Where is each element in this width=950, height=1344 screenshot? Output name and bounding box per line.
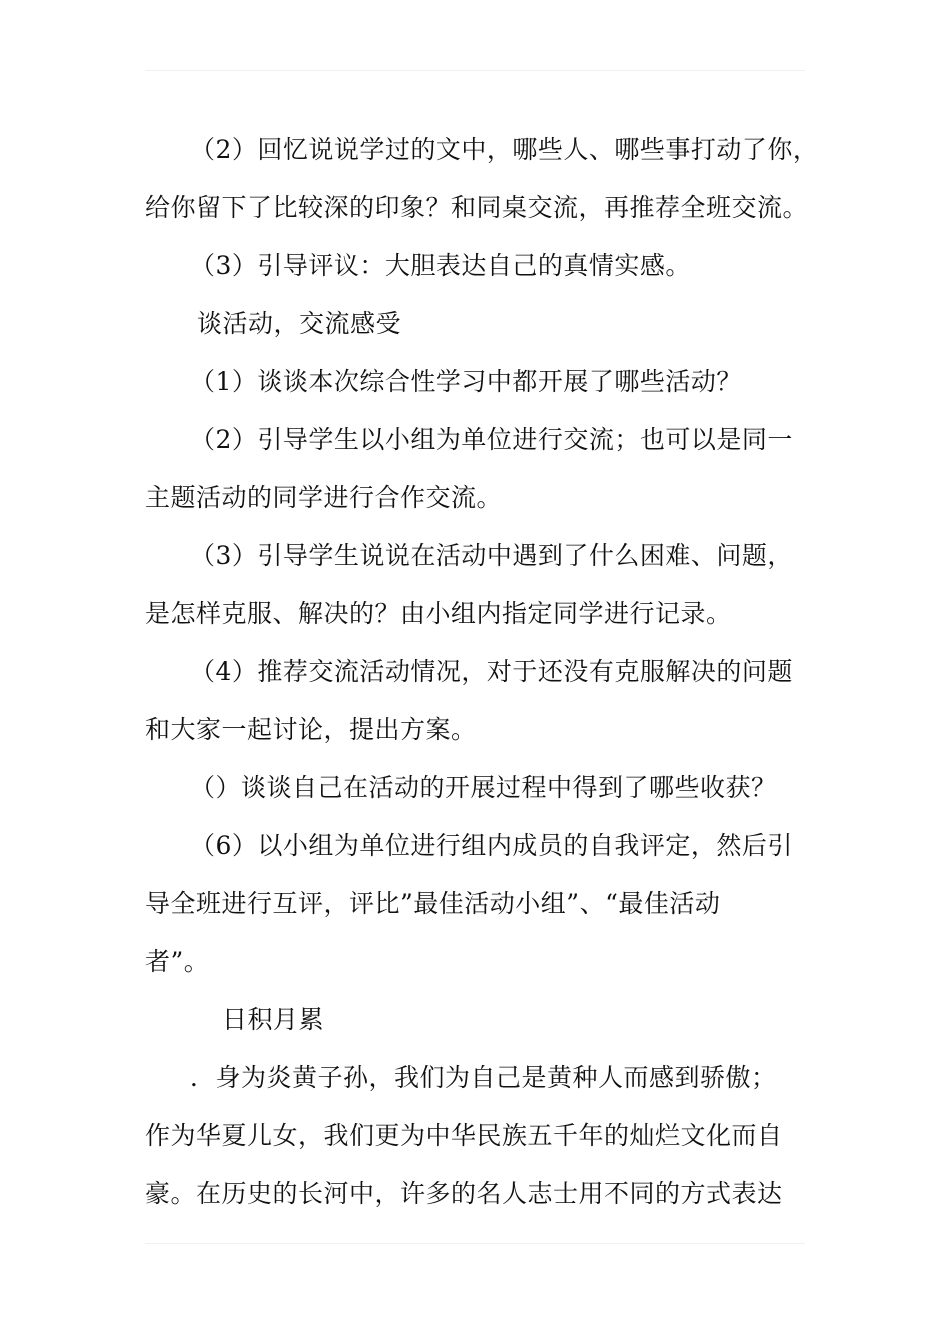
text-line-18: 作为华夏儿女，我们更为中华民族五千年的灿烂文化而自 bbox=[145, 1121, 783, 1150]
text-line-19: 豪。在历史的长河中，许多的名人志士用不同的方式表达 bbox=[145, 1179, 783, 1208]
text-line-13: （6）以小组为单位进行组内成员的自我评定，然后引 bbox=[190, 831, 793, 860]
text-line-5: （1）谈谈本次综合性学习中都开展了哪些活动？ bbox=[190, 367, 742, 396]
text-line-12: （）谈谈自己在活动的开展过程中得到了哪些收获？ bbox=[190, 773, 777, 802]
text-line-8: （3）引导学生说说在活动中遇到了什么困难、问题， bbox=[190, 541, 793, 570]
text-line-3: （3）引导评议：大胆表达自己的真情实感。 bbox=[190, 251, 691, 280]
footer-rule bbox=[145, 1243, 805, 1244]
text-line-1: （2）回忆说说学过的文中，哪些人、哪些事打动了你， bbox=[190, 135, 819, 164]
text-line-11: 和大家一起讨论，提出方案。 bbox=[145, 715, 477, 744]
text-line-9: 是怎样克服、解决的？由小组内指定同学进行记录。 bbox=[145, 599, 732, 628]
section-heading-accumulation: 日积月累 bbox=[222, 1005, 325, 1034]
text-line-2: 给你留下了比较深的印象？和同桌交流，再推荐全班交流。 bbox=[145, 193, 809, 222]
text-line-10: （4）推荐交流活动情况，对于还没有克服解决的问题 bbox=[190, 657, 793, 686]
text-line-7: 主题活动的同学进行合作交流。 bbox=[145, 483, 503, 512]
text-line-15: 者”。 bbox=[145, 947, 210, 976]
header-rule bbox=[145, 70, 805, 71]
section-heading-activities: 谈活动，交流感受 bbox=[197, 309, 402, 338]
text-line-14: 导全班进行互评，评比”最佳活动小组”、“最佳活动 bbox=[145, 889, 721, 918]
text-line-6: （2）引导学生以小组为单位进行交流；也可以是同一 bbox=[190, 425, 793, 454]
text-line-17: ．身为炎黄子孙，我们为自己是黄种人而感到骄傲； bbox=[190, 1063, 777, 1092]
